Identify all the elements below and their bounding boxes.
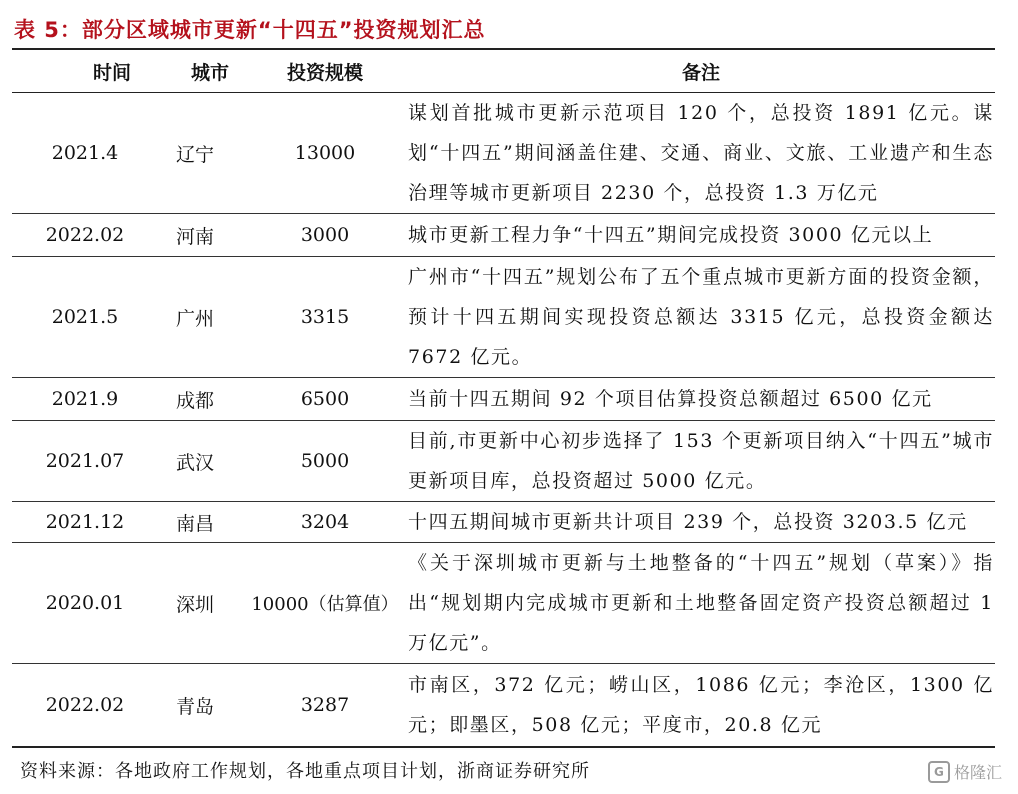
cell-time: 2020.01 <box>45 592 125 614</box>
bottom-rule <box>12 746 995 748</box>
cell-investment: 5000 <box>300 450 350 472</box>
header-note: 备注 <box>681 62 720 84</box>
cell-city: 广州 <box>175 307 214 330</box>
cell-note: 目前,市更新中心初步选择了 153 个更新项目纳入“十四五”城市更新项目库，总投资超过 5000 亿元。 <box>408 430 994 492</box>
cell-time: 2021.5 <box>51 306 119 328</box>
cell-investment: 3204 <box>300 511 350 533</box>
cell-time: 2022.02 <box>45 224 125 246</box>
top-rule <box>12 48 995 50</box>
cell-investment: 13000 <box>294 142 356 164</box>
cell-city: 深圳 <box>175 593 214 616</box>
cell-city: 河南 <box>175 225 214 248</box>
cell-investment: 10000（估算值） <box>251 594 399 615</box>
cell-time: 2022.02 <box>45 694 125 716</box>
cell-investment: 3287 <box>300 694 350 716</box>
header-investment: 投资规模 <box>286 62 363 84</box>
cell-investment: 6500 <box>300 388 350 410</box>
cell-time: 2021.4 <box>51 142 119 164</box>
cell-note: 《关于深圳城市更新与土地整备的“十四五”规划（草案）》指出“规划期内完成城市更新和土地整备固定资产投资总额超过 1 万亿元”。 <box>408 552 994 654</box>
watermark <box>928 760 1002 783</box>
table-title: 表 5：部分区域城市更新“十四五”投资规划汇总 <box>14 18 486 42</box>
source-note: 资料来源：各地政府工作规划，各地重点项目计划，浙商证券研究所 <box>20 761 590 782</box>
cell-note: 当前十四五期间 92 个项目估算投资总额超过 6500 亿元 <box>408 388 933 410</box>
cell-time: 2021.07 <box>45 450 125 472</box>
cell-time: 2021.9 <box>51 388 119 410</box>
watermark-text: 格隆汇 <box>953 763 1002 782</box>
watermark-logo-icon: G <box>928 761 950 783</box>
cell-investment: 3315 <box>300 306 350 328</box>
cell-city: 青岛 <box>175 695 214 718</box>
header-city: 城市 <box>190 62 229 84</box>
cell-note: 广州市“十四五”规划公布了五个重点城市更新方面的投资金额，预计十四五期间实现投资总额达 3315 亿元，总投资金额达 7672 亿元。 <box>408 266 994 368</box>
cell-note: 谋划首批城市更新示范项目 120 个，总投资 1891 亿元。谋划“十四五”期间涵盖住建、交通、商业、文旅、工业遗产和生态治理等城市更新项目 2230 个，总投资 1.3 万亿元 <box>408 102 994 204</box>
cell-investment: 3000 <box>300 224 350 246</box>
cell-note: 城市更新工程力争“十四五”期间完成投资 3000 亿元以上 <box>408 224 934 246</box>
cell-note: 十四五期间城市更新共计项目 239 个，总投资 3203.5 亿元 <box>408 511 968 533</box>
cell-note: 市南区，372 亿元；崂山区，1086 亿元；李沧区，1300 亿元；即墨区，508 亿元；平度市，20.8 亿元 <box>408 674 994 736</box>
cell-time: 2021.12 <box>45 511 125 533</box>
cell-city: 成都 <box>175 389 214 412</box>
cell-city: 武汉 <box>175 451 214 474</box>
header-time: 时间 <box>92 62 131 84</box>
cell-city: 南昌 <box>175 512 214 535</box>
cell-city: 辽宁 <box>175 143 214 166</box>
